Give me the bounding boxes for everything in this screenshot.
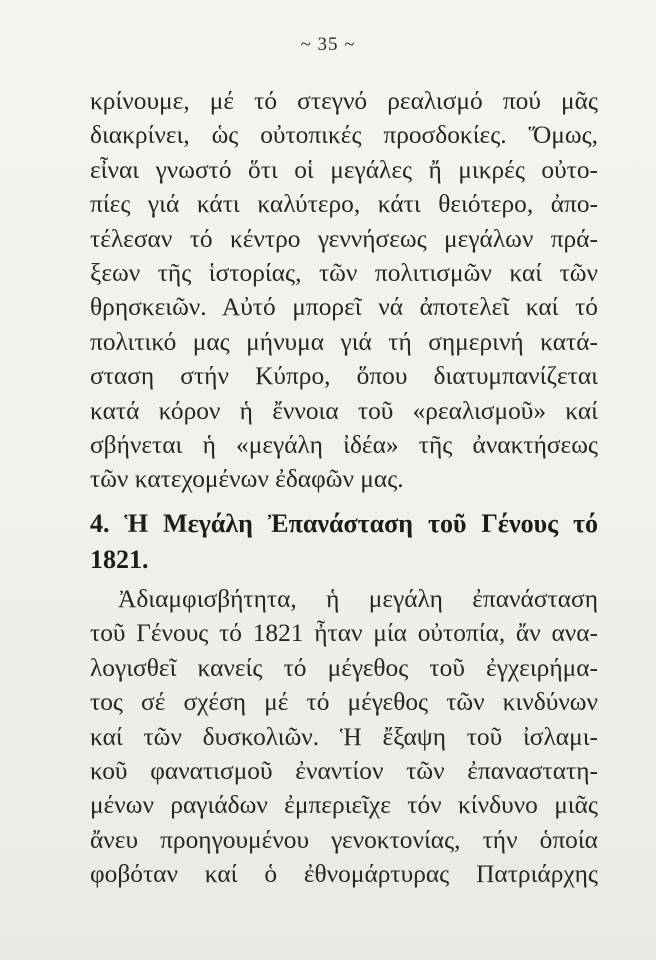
text-line: σβήνεται ἡ «μεγάλη ἰδέα» τῆς ἀνακτήσεως [90,431,598,460]
paragraph-1 [90,84,598,497]
text-line: τος σέ σχέση μέ τό μέγεθος τῶν κινδύνων [90,688,598,717]
text-line: φοβόταν καί ὁ ἐθνομάρτυρας Πατριάρχης [90,860,598,889]
text-line: Ἀδιαμφισβήτητα, ἡ μεγάλη ἐπανάσταση [118,585,598,613]
text-line: τέλεσαν τό κέντρο γεννήσεως μεγάλων πρά- [90,224,598,253]
section-heading [90,506,598,578]
text-line: θρησκειῶν. Αὐτό μπορεῖ νά ἀποτελεῖ καί τό [90,293,598,322]
text-line: λογισθεῖ κανείς τό μέγεθος τοῦ ἐγχειρήμα- [90,653,598,682]
text-line: τοῦ Γένους τό 1821 ἦταν μία οὐτοπία, ἄν ανα- [90,619,598,648]
text-line: κοῦ φανατισμοῦ ἐναντίον τῶν ἐπαναστατη- [90,757,598,786]
text-line: καί τῶν δυσκολιῶν. Ἡ ἔξαψη τοῦ ἰσλαμι- [90,722,598,751]
text-line: ξεων τῆς ἱστορίας, τῶν πολιτισμῶν καί τῶν [90,259,598,288]
paragraph-2 [90,582,598,892]
text-line: μένων ραγιάδων ἐμπεριεῖχε τόν κίνδυνο μιᾶς [90,791,598,820]
text-line: εἶναι γνωστό ὅτι οἱ μεγάλες ἤ μικρές οὐτο- [90,155,598,184]
text-line: κρίνουμε, μέ τό στεγνό ρεαλισμό πού μᾶς [90,87,598,115]
heading-line: 1821. [90,545,149,574]
text-line: πολιτικό μας μήνυμα γιά τή σημερινή κατά- [90,327,598,356]
text-line: διακρίνει, ὡς οὐτοπικές προσδοκίες. Ὅμως, [90,121,598,150]
heading-line: 4. Ἡ Μεγάλη Ἐπανάσταση τοῦ Γένους τό [90,509,598,538]
page-number: ~ 35 ~ [300,34,356,55]
text-line: πίες γιά κάτι καλύτερο, κάτι θειότερο, ἀπο- [90,190,598,219]
text-line: σταση στήν Κύπρο, ὅπου διατυμπανίζεται [90,362,598,391]
text-line: τῶν κατεχομένων ἐδαφῶν μας. [90,465,404,494]
text-line: ἄνευ προηγουμένου γενοκτονίας, τήν ὁποία [90,825,598,854]
text-line: κατά κόρον ἡ ἔννοια τοῦ «ρεαλισμοῦ» καί [90,396,598,425]
